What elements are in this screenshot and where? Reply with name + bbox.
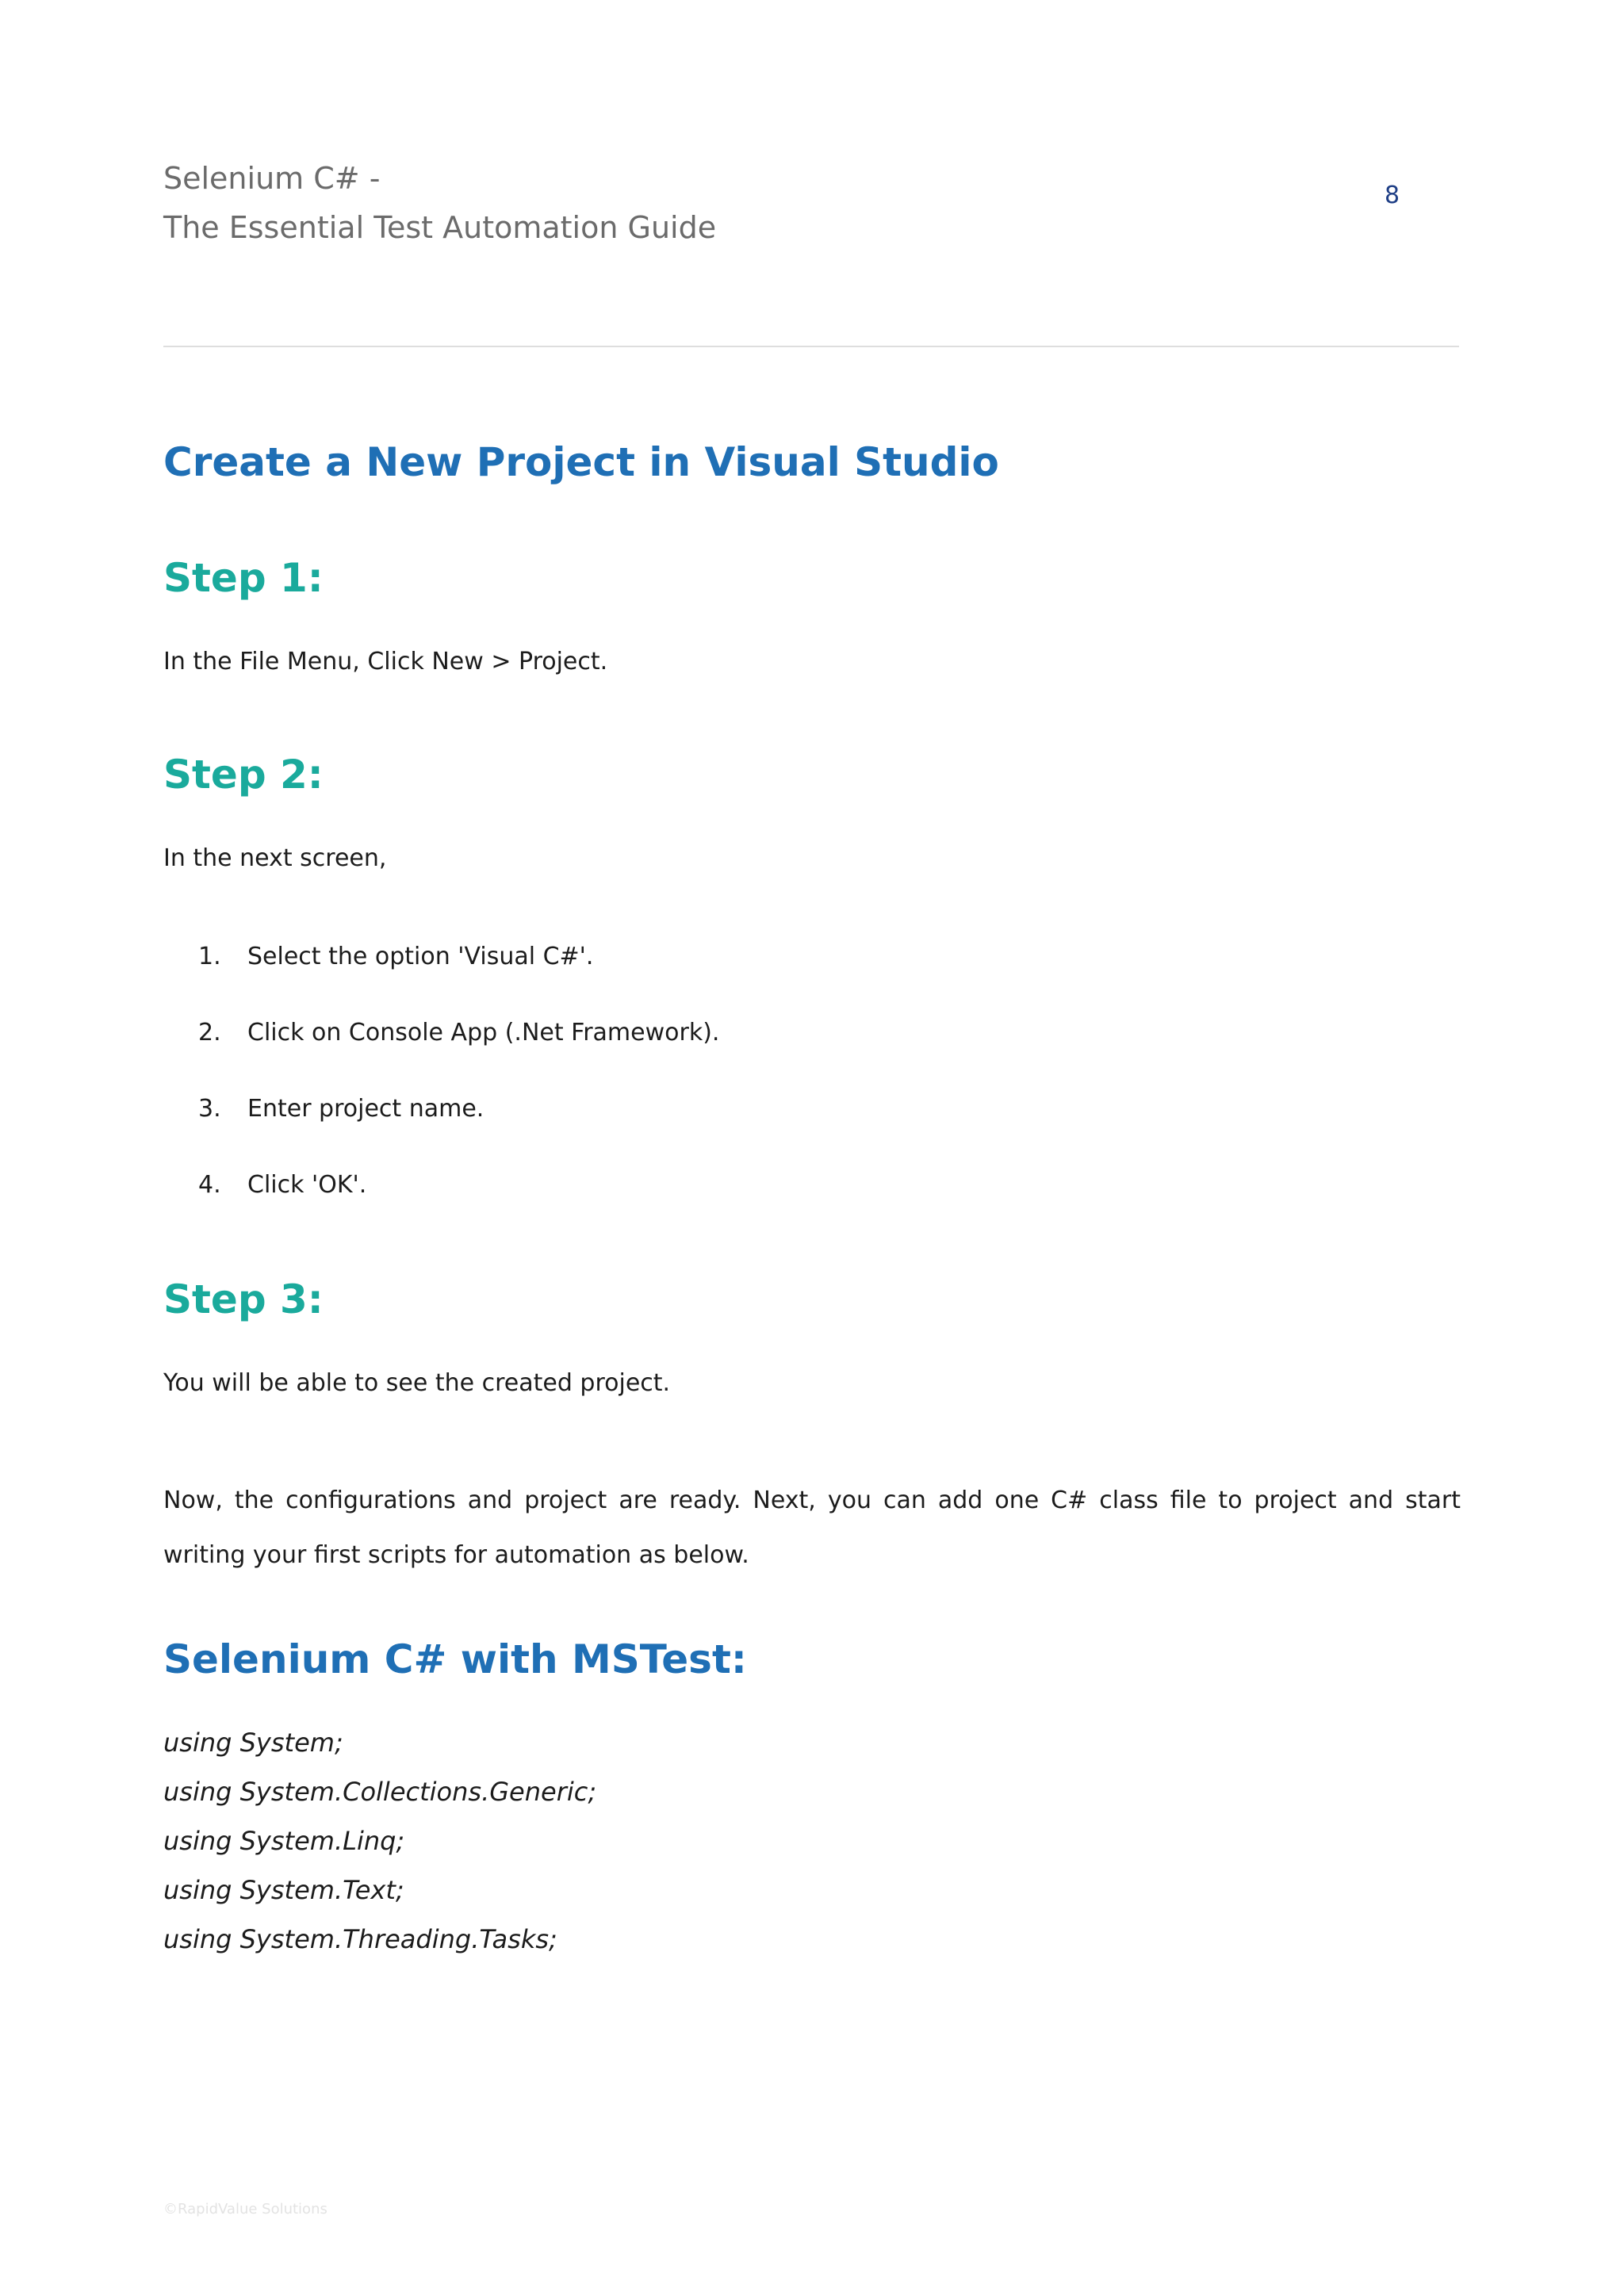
section-title: Create a New Project in Visual Studio (163, 439, 999, 485)
step-1-text: In the File Menu, Click New > Project. (163, 648, 608, 675)
code-line: using System.Threading.Tasks; (163, 1924, 557, 1954)
code-line: using System; (163, 1728, 343, 1758)
list-item-text: Click on Console App (.Net Framework). (247, 1019, 720, 1047)
footer-copyright: ©RapidValue Solutions (163, 2201, 327, 2218)
list-item-number: 3. (198, 1095, 221, 1123)
list-item-text: Select the option 'Visual C#'. (247, 943, 594, 970)
mstest-heading: Selenium C# with MSTest: (163, 1636, 747, 1682)
code-line: using System.Collections.Generic; (163, 1777, 597, 1807)
header-title-line1: Selenium C# - (163, 161, 381, 196)
page-number: 8 (1385, 182, 1400, 209)
list-item-number: 1. (198, 943, 221, 970)
step-1-heading: Step 1: (163, 555, 324, 601)
list-item-text: Enter project name. (247, 1095, 485, 1123)
header-title-line2: The Essential Test Automation Guide (163, 210, 717, 245)
code-line: using System.Text; (163, 1875, 404, 1905)
step-3-text: You will be able to see the created project. (163, 1369, 671, 1397)
list-item-number: 2. (198, 1019, 221, 1047)
configuration-paragraph: Now, the configurations and project are ready. Next, you can add one C# class file to project and start writing your first scripts for automation as below. (163, 1487, 1461, 1569)
code-line: using System.Linq; (163, 1826, 405, 1856)
header-divider (163, 346, 1459, 347)
step-3-heading: Step 3: (163, 1276, 324, 1322)
step-2-text: In the next screen, (163, 844, 387, 872)
step-2-heading: Step 2: (163, 752, 324, 798)
list-item-number: 4. (198, 1171, 221, 1199)
list-item-text: Click 'OK'. (247, 1171, 367, 1199)
